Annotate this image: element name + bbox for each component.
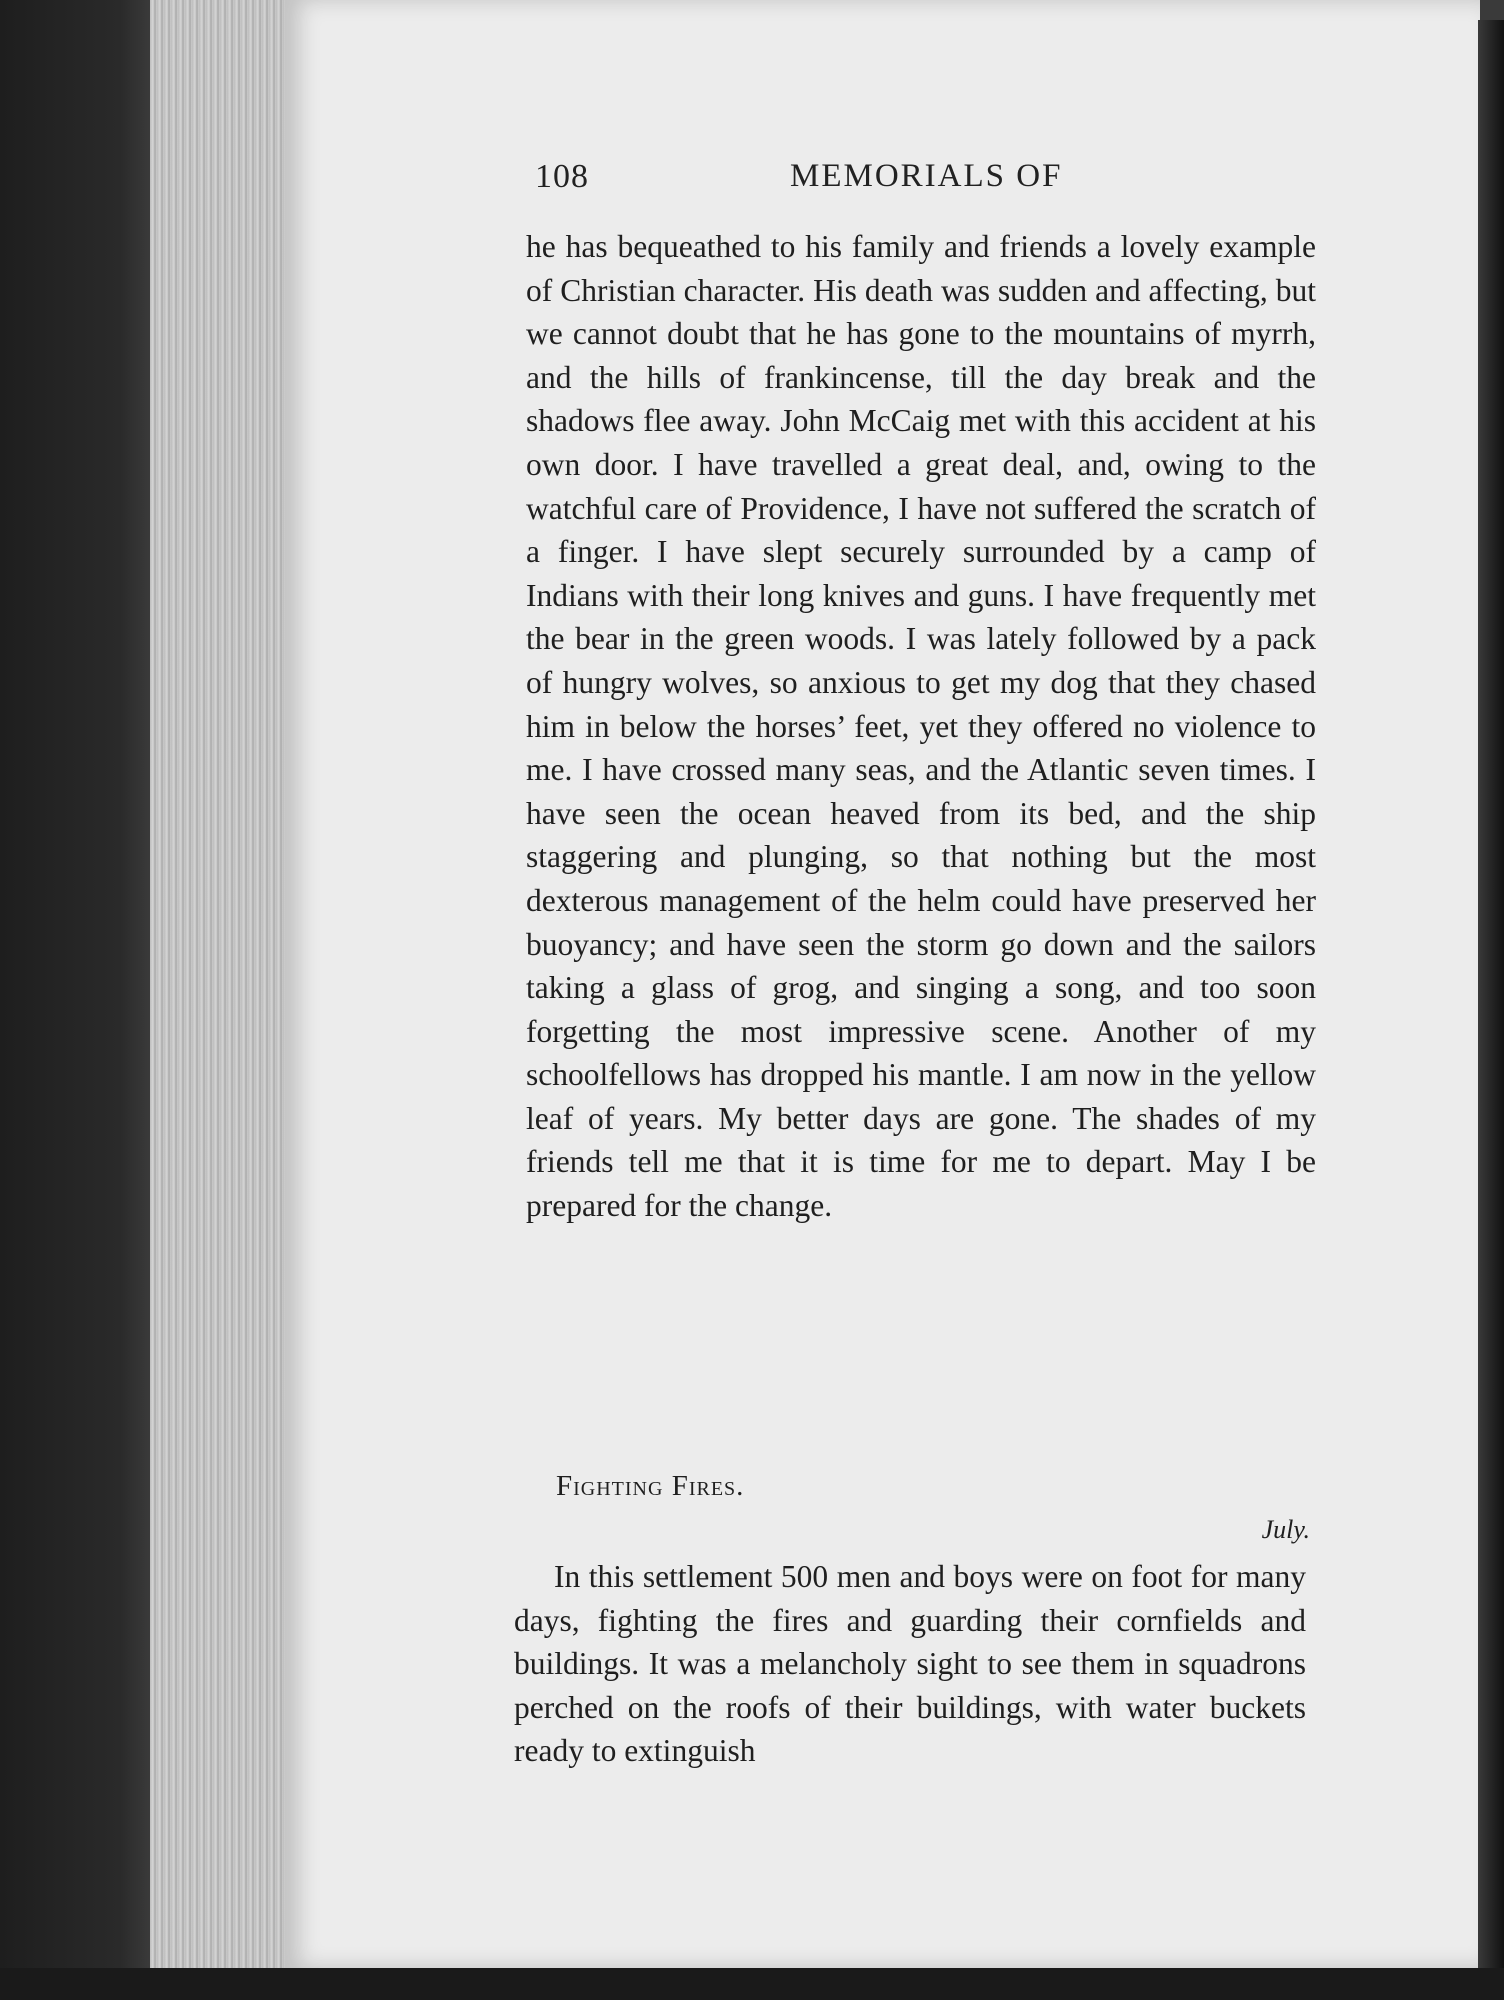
body-text <box>526 225 1316 1228</box>
page-edges <box>150 0 290 1980</box>
bottom-scan-edge <box>0 1968 1504 2000</box>
section-paragraph: In this settlement 500 men and boys were on foot for many days, fighting the fires and guarding their cornfields and buildings. It was a melancholy sight to see them in squadrons perched on the roofs of their buildings, with water buckets ready to extinguish <box>514 1559 1306 1769</box>
section-body <box>514 1555 1306 1773</box>
section-dateline: July. <box>1261 1515 1310 1544</box>
page-header <box>535 150 1325 210</box>
continuation-paragraph: he has bequeathed to his family and friends a lovely example of Christian character. His death was sudden and affecting, but we cannot doubt that he has gone to the mountains of myrrh, and the hills of frankincense, till the day break and the shadows flee away. John McCaig met with this accident at his own door. I have travelled a great deal, and, owing to the watchful care of Providence, I have not suffered the scratch of a finger. I have slept securely surrounded by a camp of Indians with their long knives and guns. I have frequently met the bear in the green woods. I was lately followed by a pack of hungry wolves, so anxious to get my dog that they chased him in below the horses’ feet, yet they offered no violence to me. I have crossed many seas, and the Atlantic seven times. I have seen the ocean heaved from its bed, and the ship staggering and plunging, so that nothing but the most dexterous management of the helm could have preserved her buoyancy; and have seen the storm go down and the sailors taking a glass of grog, and singing a song, and too soon forgetting the most impressive scene. Another of my schoolfellows has dropped his mantle. I am now in the yellow leaf of years. My better days are gone. The shades of my friends tell me that it is time for me to depart. May I be prepared for the change. <box>526 229 1316 1224</box>
right-page-edge <box>1478 20 1504 1970</box>
page-number: 108 <box>535 158 589 195</box>
running-head: MEMORIALS OF <box>790 158 1063 194</box>
section-title: Fighting Fires. <box>556 1470 745 1502</box>
